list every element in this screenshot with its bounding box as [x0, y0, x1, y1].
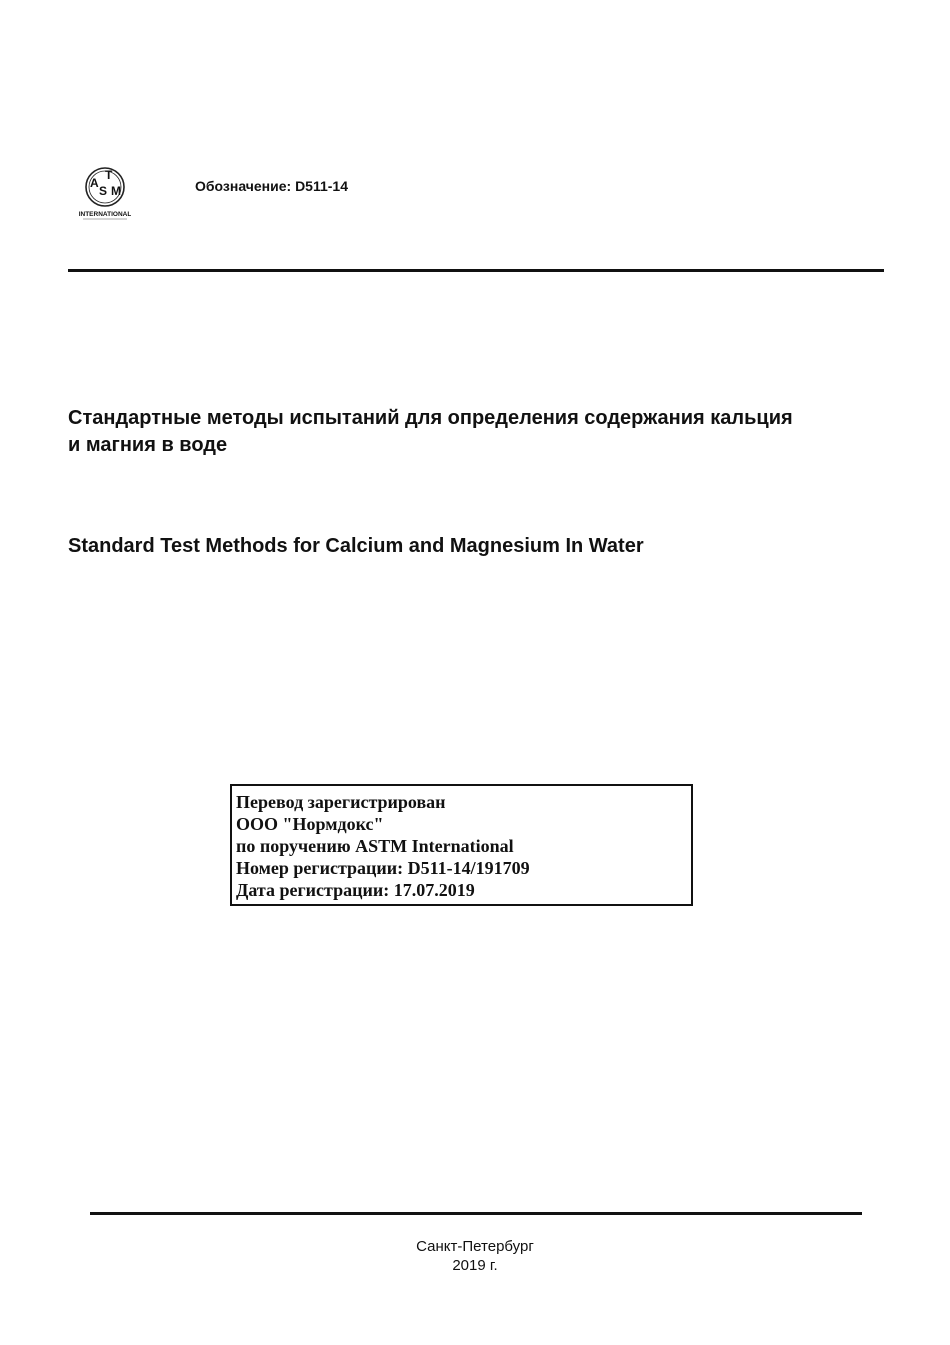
footer-year: 2019 г.: [452, 1257, 498, 1274]
registration-line: Дата регистрации: 17.07.2019: [236, 880, 475, 900]
russian-title: [68, 405, 898, 459]
registration-line: Номер регистрации: D511-14/191709: [236, 858, 530, 878]
russian-title-line-1: Стандартные методы испытаний для определения содержания кальция: [68, 407, 793, 429]
registration-line: по поручению ASTM International: [236, 836, 514, 856]
top-divider: [68, 269, 884, 272]
svg-text:T: T: [105, 168, 113, 182]
svg-text:S: S: [99, 184, 108, 198]
registration-line: Перевод зарегистрирован: [236, 792, 446, 812]
designation-label: Обозначение: D511-14: [195, 178, 349, 194]
english-title: Standard Test Methods for Calcium and Magnesium In Water: [68, 535, 644, 557]
footer-city: Санкт-Петербург: [416, 1238, 534, 1255]
astm-logo-icon: [79, 165, 131, 221]
bottom-divider: [90, 1212, 862, 1215]
svg-text:M: M: [111, 184, 121, 198]
russian-title-line-2: и магния в воде: [68, 434, 228, 456]
footer: [0, 1237, 950, 1275]
registration-box: [230, 784, 693, 906]
logo-subtext: INTERNATIONAL: [79, 211, 131, 218]
registration-line: ООО "Нормдокс": [236, 814, 384, 834]
svg-text:A: A: [90, 176, 99, 190]
